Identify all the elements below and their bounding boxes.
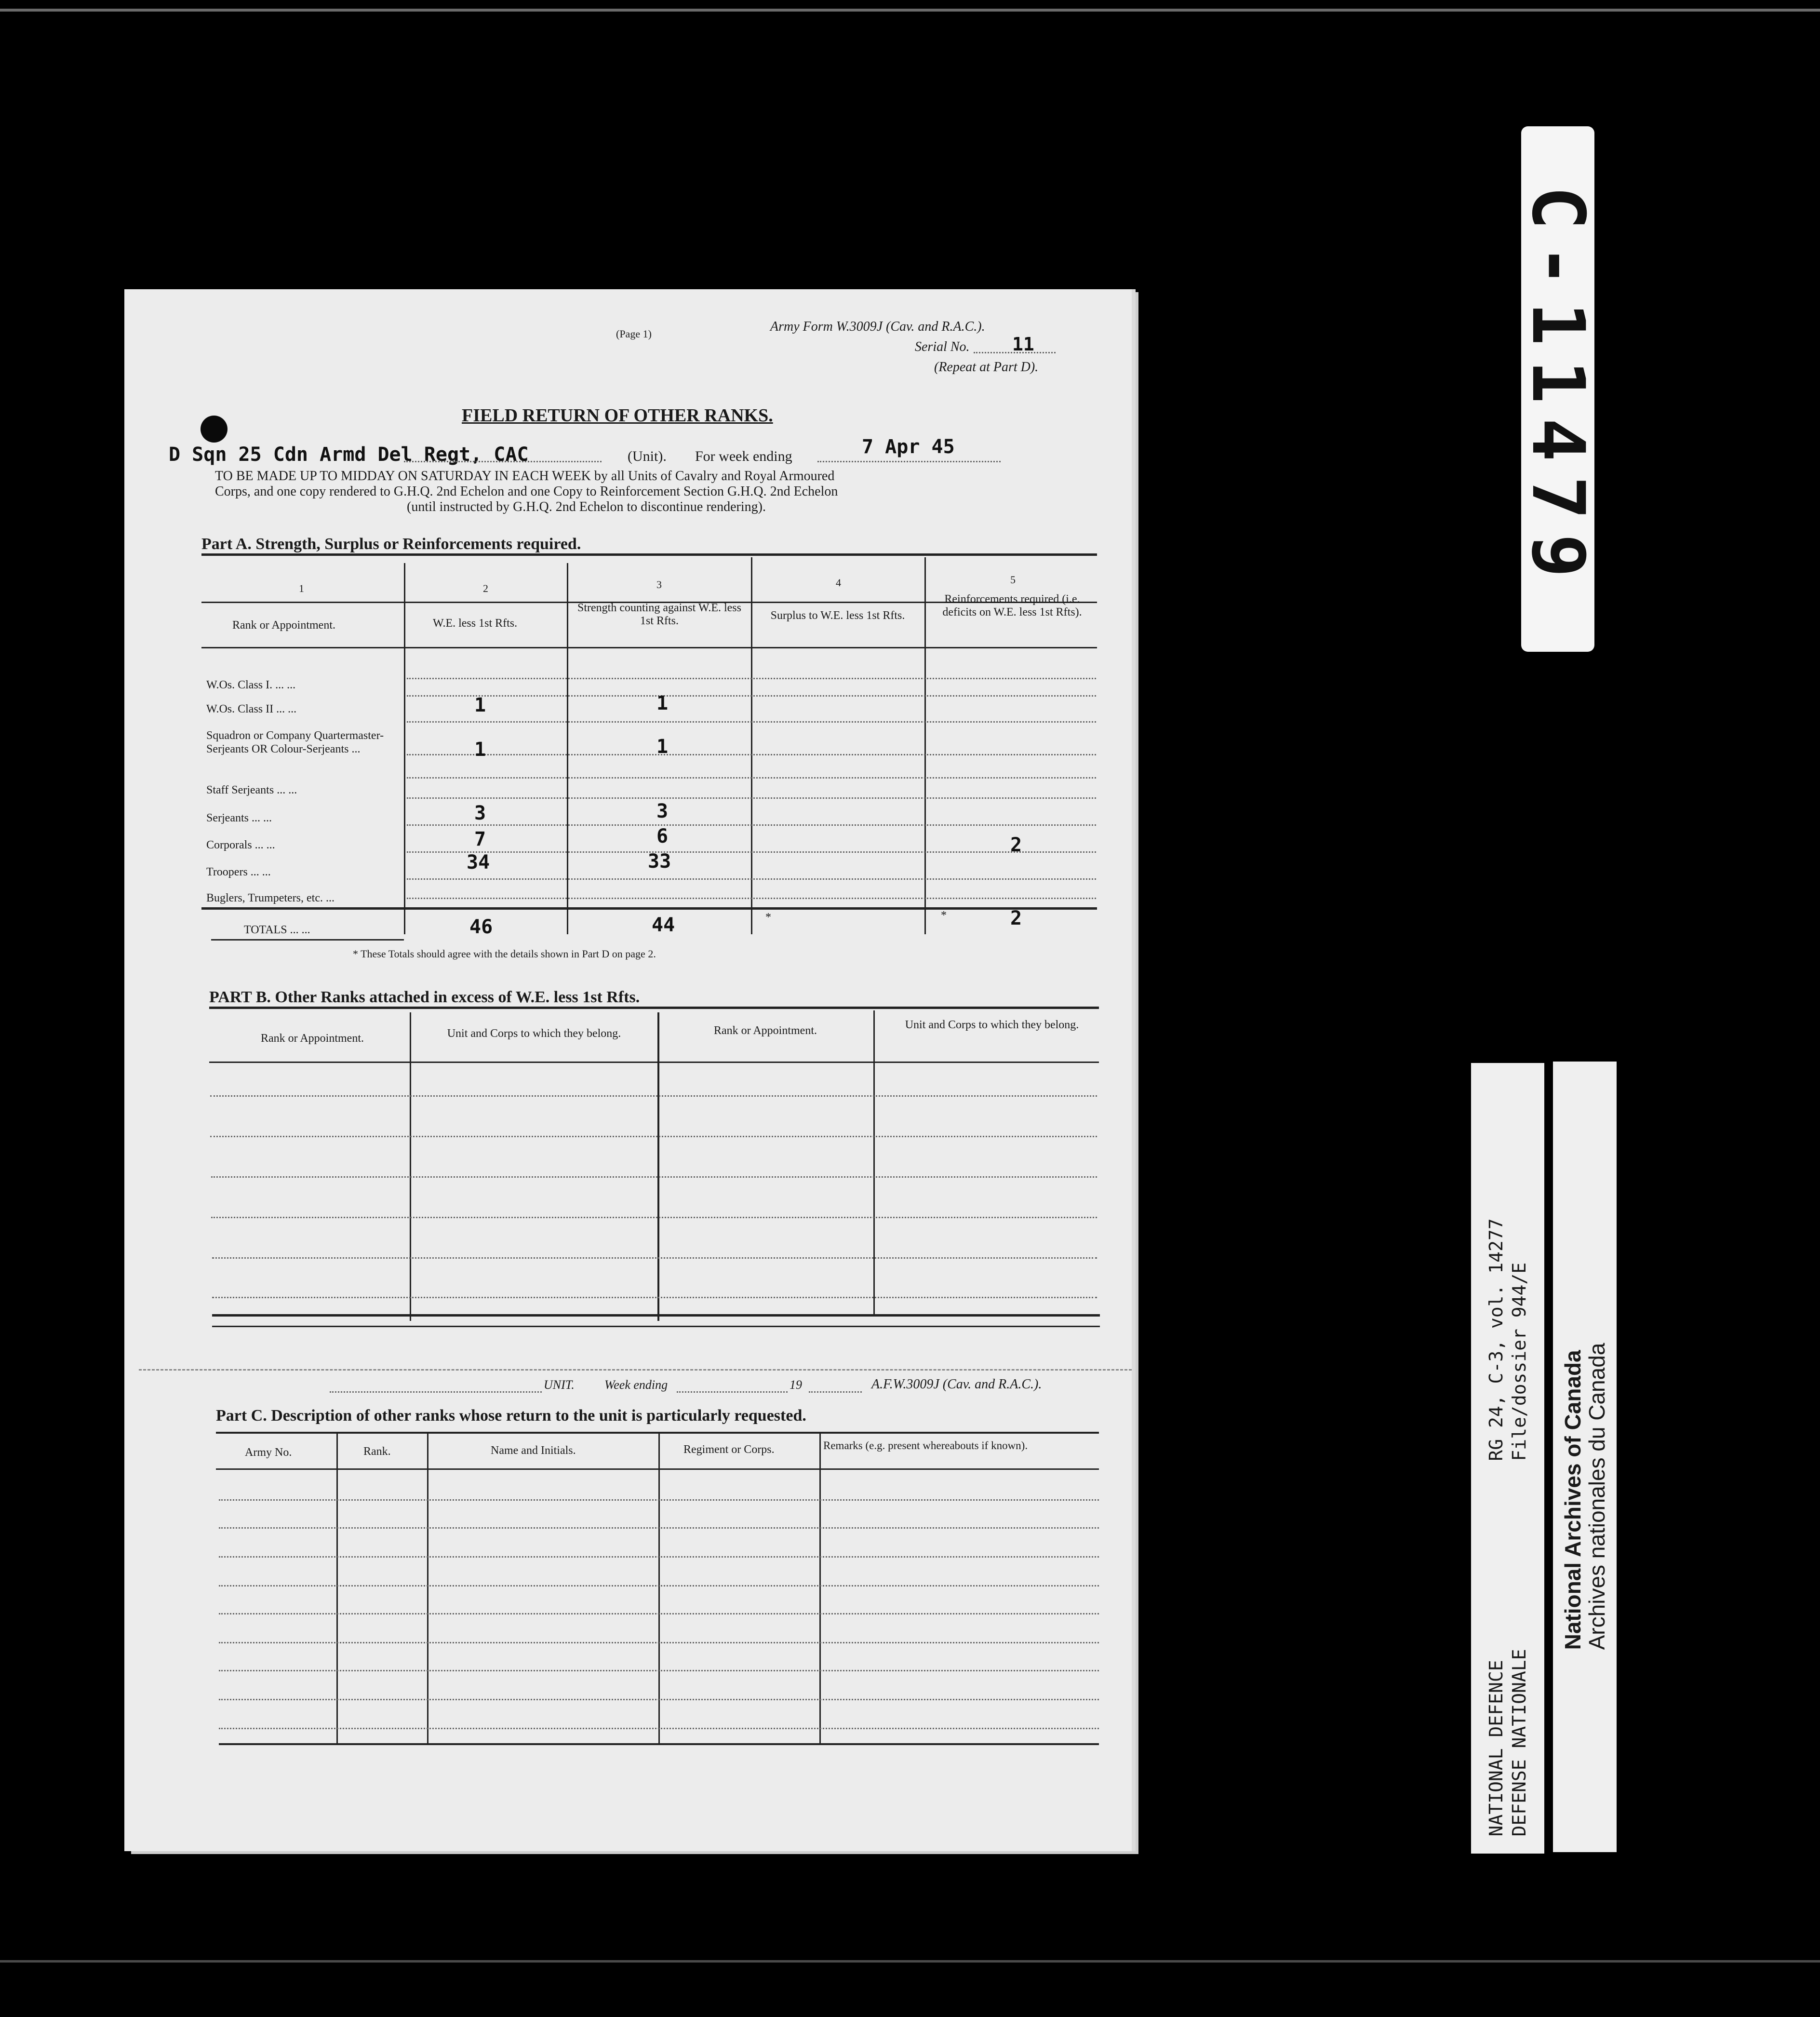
dept-line-1: NATIONAL DEFENCE — [1485, 1660, 1507, 1837]
week-ending-date: 7 Apr 45 — [862, 436, 955, 458]
col-number-4: 4 — [836, 577, 841, 589]
part-c-header-army-no: Army No. — [245, 1446, 292, 1459]
tear-form-ref: A.F.W.3009J (Cav. and R.A.C.). — [871, 1377, 1042, 1392]
part-b-header-unit-1: Unit and Corps to which they belong. — [447, 1027, 621, 1040]
part-c-header-rank: Rank. — [363, 1445, 391, 1458]
archive-ref-line-2: File/dossier 944/E — [1509, 1262, 1530, 1461]
row-label-cqms: Squadron or Company Quartermaster-Serjeants OR Colour-Serjeants ... — [206, 729, 384, 755]
unit-name: D Sqn 25 Cdn Armd Del Regt, CAC — [169, 444, 529, 466]
col-header-reinforcements: Reinforcements required (i.e. deficits on W.E. less 1st Rfts). — [942, 593, 1082, 619]
unit-label: (Unit). — [628, 448, 667, 464]
archive-reference-stamp — [1471, 1063, 1544, 1854]
sjt-strength-value: 3 — [656, 800, 669, 822]
week-ending-label: For week ending — [695, 448, 792, 464]
instructions-line-3: (until instructed by G.H.Q. 2nd Echelon to discontinue rendering). — [407, 499, 766, 514]
serial-label: Serial No. — [915, 339, 970, 354]
sjt-we-value: 3 — [474, 802, 486, 824]
army-form-number: Army Form W.3009J (Cav. and R.A.C.). — [770, 319, 985, 334]
tear-week-label: Week ending — [604, 1378, 668, 1392]
total-we-value: 46 — [469, 916, 493, 938]
form-title: FIELD RETURN OF OTHER RANKS. — [462, 405, 773, 426]
col-number-5: 5 — [1010, 574, 1016, 586]
archives-name-fr: Archives nationales du Canada — [1584, 1343, 1609, 1650]
part-c-title: Part C. Description of other ranks whose return to the unit is particularly requested. — [216, 1407, 806, 1425]
cpl-we-value: 7 — [474, 828, 486, 850]
total-surplus-mark: * — [765, 911, 771, 924]
wo2-we-value: 1 — [474, 694, 486, 716]
part-b-header-rank-2: Rank or Appointment. — [714, 1024, 817, 1037]
row-label-tpr: Troopers ... ... — [206, 866, 271, 878]
instructions-line-2: Corps, and one copy rendered to G.H.Q. 2nd Echelon and one Copy to Reinforcement Section G.H.Q. 2nd Echelon — [215, 484, 838, 499]
totals-label: TOTALS ... ... — [244, 924, 310, 936]
row-label-staff-sjt: Staff Serjeants ... ... — [206, 784, 297, 796]
dept-line-2: DEFENSE NATIONALE — [1509, 1649, 1530, 1837]
row-label-wo2: W.Os. Class II ... ... — [206, 703, 297, 715]
totals-footnote: * These Totals should agree with the details shown in Part D on page 2. — [353, 948, 656, 960]
col-header-rank: Rank or Appointment. — [232, 619, 335, 632]
col-number-1: 1 — [299, 582, 304, 594]
part-b-header-unit-2: Unit and Corps to which they belong. — [905, 1019, 1079, 1031]
page-label: (Page 1) — [616, 328, 652, 340]
cpl-reinforcements-value: 2 — [1010, 834, 1022, 856]
part-c-header-remarks: Remarks (e.g. present whereabouts if known). — [823, 1439, 1028, 1452]
tear-year-label: 19 — [790, 1378, 802, 1392]
row-label-buglers: Buglers, Trumpeters, etc. ... — [206, 892, 335, 904]
tpr-we-value: 34 — [467, 851, 490, 874]
part-a-title: Part A. Strength, Surplus or Reinforcements required. — [201, 535, 581, 553]
row-label-wo1: W.Os. Class I. ... ... — [206, 679, 296, 691]
repeat-note: (Repeat at Part D). — [934, 360, 1039, 375]
col-number-3: 3 — [656, 578, 662, 591]
total-strength-value: 44 — [652, 914, 675, 936]
tear-unit-label: UNIT. — [544, 1378, 575, 1392]
col-header-surplus: Surplus to W.E. less 1st Rfts. — [770, 609, 905, 622]
film-edge-bottom — [0, 1960, 1820, 1963]
part-c-header-name: Name and Initials. — [491, 1444, 576, 1457]
col-header-we: W.E. less 1st Rfts. — [433, 617, 518, 630]
tpr-strength-value: 33 — [648, 850, 671, 873]
instructions-line-1: TO BE MADE UP TO MIDDAY ON SATURDAY IN EACH WEEK by all Units of Cavalry and Royal Armoured — [215, 469, 835, 484]
cqms-strength-value: 1 — [656, 736, 669, 758]
part-b-title: PART B. Other Ranks attached in excess of W.E. less 1st Rfts. — [209, 988, 640, 1006]
cqms-we-value: 1 — [474, 739, 486, 761]
punch-hole — [201, 416, 228, 443]
row-label-sjt: Serjeants ... ... — [206, 812, 272, 824]
total-reinf-mark: * — [941, 909, 947, 922]
part-b-header-rank-1: Rank or Appointment. — [261, 1032, 364, 1045]
col-number-2: 2 — [483, 582, 488, 594]
archives-name-en: National Archives of Canada — [1560, 1350, 1585, 1650]
reel-number: C-11479 — [1516, 186, 1600, 592]
national-archives-stamp — [1553, 1062, 1617, 1852]
archive-ref-line-1: RG 24, C-3, vol. 14277 — [1485, 1218, 1507, 1461]
reel-label — [1516, 126, 1600, 652]
film-edge-top — [0, 9, 1820, 12]
total-reinforcements-value: 2 — [1010, 907, 1022, 929]
field-return-form — [124, 289, 1132, 1851]
col-header-strength: Strength counting against W.E. less 1st Rfts. — [577, 602, 741, 627]
part-c-header-regiment: Regiment or Corps. — [683, 1443, 775, 1456]
cpl-strength-value: 6 — [656, 825, 669, 847]
serial-number: 11 — [1012, 334, 1034, 355]
row-label-cpl: Corporals ... ... — [206, 839, 275, 851]
wo2-strength-value: 1 — [656, 692, 669, 714]
